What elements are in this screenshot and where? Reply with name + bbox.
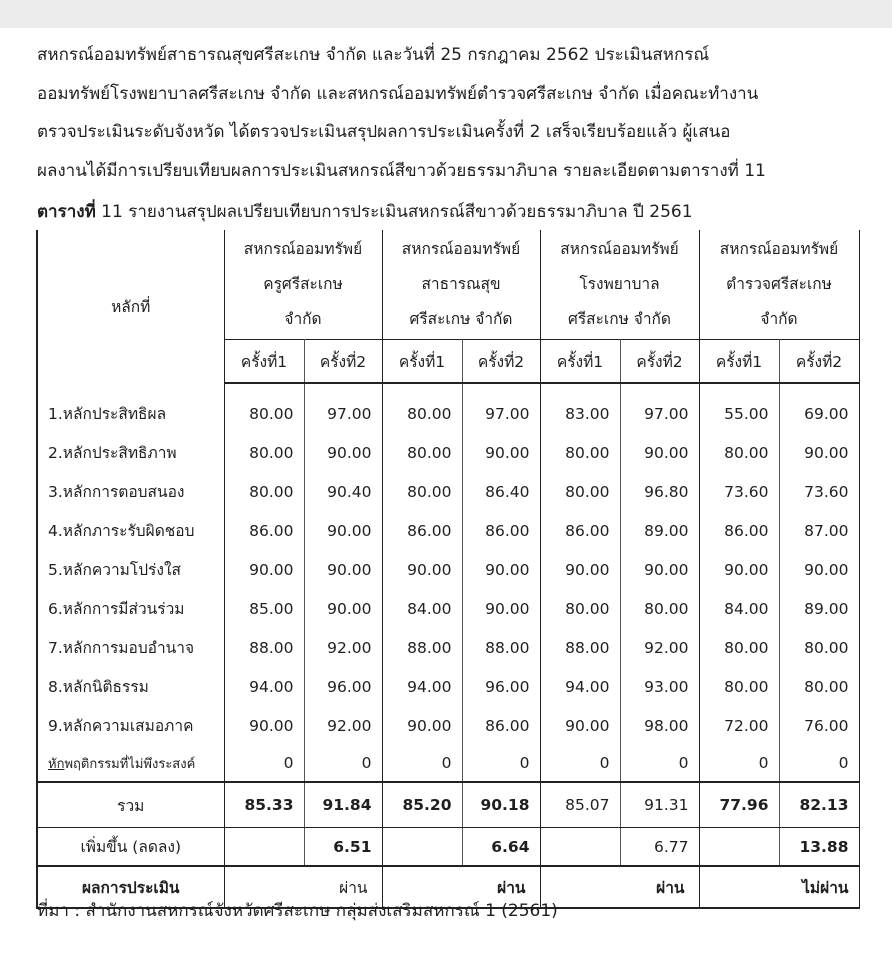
deduction-row xyxy=(37,745,859,782)
score-cell: 73.60 xyxy=(699,472,779,511)
score-cell: 80.00 xyxy=(224,433,304,472)
score-cell: 96.80 xyxy=(620,472,699,511)
score-cell: 94.00 xyxy=(224,667,304,706)
criterion-label: 8.หลักนิติธรรม xyxy=(37,667,224,706)
score-cell: 80.00 xyxy=(382,472,462,511)
total-cell: 82.13 xyxy=(779,782,859,828)
criterion-label: 5.หลักความโปร่งใส xyxy=(37,550,224,589)
score-cell: 96.00 xyxy=(462,667,540,706)
round-header: ครั้งที่2 xyxy=(620,340,699,384)
score-cell: 80.00 xyxy=(779,628,859,667)
group-header xyxy=(699,230,859,340)
result-cell: ผ่าน xyxy=(224,866,382,908)
score-cell: 90.00 xyxy=(462,550,540,589)
table-row xyxy=(37,589,859,628)
score-cell: 90.00 xyxy=(620,433,699,472)
score-cell: 97.00 xyxy=(304,383,382,433)
score-cell: 94.00 xyxy=(540,667,620,706)
caption-label: ตารางที่ xyxy=(37,202,96,222)
score-cell: 90.00 xyxy=(540,550,620,589)
score-cell: 86.00 xyxy=(699,511,779,550)
deduction-cell: 0 xyxy=(224,745,304,782)
round-header: ครั้งที่1 xyxy=(540,340,620,384)
increase-cell xyxy=(540,828,620,867)
criterion-label: 1.หลักประสิทธิผล xyxy=(37,383,224,433)
caption-text: 11 รายงานสรุปผลเปรียบเทียบการประเมินสหกรณ์สีขาวด้วยธรรมาภิบาล ปี 2561 xyxy=(95,202,693,222)
score-cell: 80.00 xyxy=(382,433,462,472)
group-header-line: จำกัด xyxy=(284,310,322,328)
group-header-line: ศรีสะเกษ จำกัด xyxy=(409,310,513,328)
group-header-line: สหกรณ์ออมทรัพย์ xyxy=(243,240,363,258)
table-row xyxy=(37,706,859,745)
table-row xyxy=(37,433,859,472)
score-cell: 94.00 xyxy=(382,667,462,706)
deduction-cell: 0 xyxy=(620,745,699,782)
deduction-cell: 0 xyxy=(304,745,382,782)
paragraph-line: สหกรณ์ออมทรัพย์สาธารณสุขศรีสะเกษ จำกัด และวันที่ 25 กรกฎาคม 2562 ประเมินสหกรณ์ xyxy=(37,45,710,65)
score-cell: 90.00 xyxy=(540,706,620,745)
score-cell: 89.00 xyxy=(779,589,859,628)
score-cell: 80.00 xyxy=(699,433,779,472)
deduction-cell: 0 xyxy=(779,745,859,782)
score-cell: 92.00 xyxy=(304,628,382,667)
total-cell: 91.31 xyxy=(620,782,699,828)
score-cell: 90.00 xyxy=(224,550,304,589)
total-cell: 85.33 xyxy=(224,782,304,828)
deduction-prefix: หัก xyxy=(48,756,65,772)
score-cell: 80.00 xyxy=(779,667,859,706)
score-cell: 90.00 xyxy=(620,550,699,589)
group-header-line: ครูศรีสะเกษ xyxy=(263,275,343,293)
table-row xyxy=(37,667,859,706)
total-cell: 90.18 xyxy=(462,782,540,828)
table-body xyxy=(37,383,859,782)
score-cell: 96.00 xyxy=(304,667,382,706)
score-cell: 88.00 xyxy=(224,628,304,667)
score-cell: 90.00 xyxy=(304,589,382,628)
group-header-line: ศรีสะเกษ จำกัด xyxy=(567,310,671,328)
table-row xyxy=(37,628,859,667)
criterion-label: 7.หลักการมอบอำนาจ xyxy=(37,628,224,667)
total-cell: 91.84 xyxy=(304,782,382,828)
round-header: ครั้งที่2 xyxy=(304,340,382,384)
score-cell: 85.00 xyxy=(224,589,304,628)
comparison-table xyxy=(36,230,860,909)
score-cell: 86.00 xyxy=(224,511,304,550)
source-note: ที่มา : สำนักงานสหกรณ์จังหวัดศรีสะเกษ กลุ่มส่งเสริมสหกรณ์ 1 (2561) xyxy=(37,901,558,921)
score-cell: 80.00 xyxy=(224,472,304,511)
score-cell: 80.00 xyxy=(540,472,620,511)
table-caption xyxy=(37,197,693,227)
deduction-label xyxy=(37,745,224,782)
score-cell: 92.00 xyxy=(304,706,382,745)
table-row xyxy=(37,383,859,433)
round-header: ครั้งที่1 xyxy=(224,340,304,384)
table-row xyxy=(37,472,859,511)
table-row xyxy=(37,550,859,589)
round-header: ครั้งที่1 xyxy=(382,340,462,384)
score-cell: 90.00 xyxy=(779,433,859,472)
score-cell: 93.00 xyxy=(620,667,699,706)
score-cell: 90.00 xyxy=(382,706,462,745)
score-cell: 86.00 xyxy=(382,511,462,550)
score-cell: 86.00 xyxy=(462,706,540,745)
score-cell: 90.00 xyxy=(304,433,382,472)
increase-cell: 6.64 xyxy=(462,828,540,867)
round-header: ครั้งที่2 xyxy=(779,340,859,384)
increase-label: เพิ่มขึ้น (ลดลง) xyxy=(37,828,224,867)
score-cell: 80.00 xyxy=(224,383,304,433)
score-cell: 90.40 xyxy=(304,472,382,511)
criterion-label: 4.หลักภาระรับผิดชอบ xyxy=(37,511,224,550)
score-cell: 73.60 xyxy=(779,472,859,511)
score-cell: 98.00 xyxy=(620,706,699,745)
paragraph-line: ผลงานได้มีการเปรียบเทียบผลการประเมินสหกรณ์สีขาวด้วยธรรมาภิบาล รายละเอียดตามตารางที่ 11 xyxy=(37,160,766,181)
increase-cell xyxy=(699,828,779,867)
paragraph-line: ตรวจประเมินระดับจังหวัด ได้ตรวจประเมินสรุปผลการประเมินครั้งที่ 2 เสร็จเรียบร้อยแล้ว ผู้เสนอ xyxy=(37,122,731,142)
increase-cell: 6.51 xyxy=(304,828,382,867)
increase-cell xyxy=(224,828,304,867)
round-header: ครั้งที่2 xyxy=(462,340,540,384)
score-cell: 90.00 xyxy=(462,589,540,628)
score-cell: 97.00 xyxy=(462,383,540,433)
score-cell: 90.00 xyxy=(304,550,382,589)
score-cell: 84.00 xyxy=(382,589,462,628)
score-cell: 88.00 xyxy=(540,628,620,667)
criterion-label: 3.หลักการตอบสนอง xyxy=(37,472,224,511)
deduction-cell: 0 xyxy=(540,745,620,782)
score-cell: 80.00 xyxy=(699,667,779,706)
score-cell: 80.00 xyxy=(540,433,620,472)
group-header xyxy=(224,230,382,340)
score-cell: 55.00 xyxy=(699,383,779,433)
criterion-label: 2.หลักประสิทธิภาพ xyxy=(37,433,224,472)
deduction-cell: 0 xyxy=(462,745,540,782)
score-cell: 76.00 xyxy=(779,706,859,745)
score-cell: 90.00 xyxy=(779,550,859,589)
score-cell: 83.00 xyxy=(540,383,620,433)
score-cell: 86.00 xyxy=(540,511,620,550)
criterion-label: 9.หลักความเสมอภาค xyxy=(37,706,224,745)
total-label: รวม xyxy=(37,782,224,828)
paragraph-line: ออมทรัพย์โรงพยาบาลศรีสะเกษ จำกัด และสหกรณ์ออมทรัพย์ตำรวจศรีสะเกษ จำกัด เมื่อคณะทำงาน xyxy=(37,83,759,104)
score-cell: 88.00 xyxy=(462,628,540,667)
score-cell: 87.00 xyxy=(779,511,859,550)
increase-cell: 13.88 xyxy=(779,828,859,867)
group-header-line: จำกัด xyxy=(760,310,798,328)
table-row xyxy=(37,511,859,550)
group-header-row xyxy=(37,230,859,340)
score-cell: 90.00 xyxy=(699,550,779,589)
result-label: ผลการประเมิน xyxy=(37,866,224,908)
group-header xyxy=(382,230,540,340)
score-cell: 92.00 xyxy=(620,628,699,667)
group-header-line: สหกรณ์ออมทรัพย์ xyxy=(401,240,521,258)
group-header-line: โรงพยาบาล xyxy=(579,275,660,293)
deduction-cell: 0 xyxy=(382,745,462,782)
score-cell: 86.40 xyxy=(462,472,540,511)
score-cell: 88.00 xyxy=(382,628,462,667)
criterion-label: 6.หลักการมีส่วนร่วม xyxy=(37,589,224,628)
group-header-line: สาธารณสุข xyxy=(421,275,501,293)
round-header: ครั้งที่1 xyxy=(699,340,779,384)
score-cell: 90.00 xyxy=(462,433,540,472)
total-cell: 85.07 xyxy=(540,782,620,828)
label-header: หลักที่ xyxy=(37,230,224,383)
result-cell: ผ่าน xyxy=(382,866,540,908)
score-cell: 72.00 xyxy=(699,706,779,745)
deduction-cell: 0 xyxy=(699,745,779,782)
group-header-line: ตำรวจศรีสะเกษ xyxy=(726,275,832,293)
increase-cell: 6.77 xyxy=(620,828,699,867)
score-cell: 69.00 xyxy=(779,383,859,433)
score-cell: 80.00 xyxy=(382,383,462,433)
group-header-line: สหกรณ์ออมทรัพย์ xyxy=(719,240,839,258)
top-bar xyxy=(0,0,892,28)
score-cell: 90.00 xyxy=(382,550,462,589)
score-cell: 97.00 xyxy=(620,383,699,433)
total-cell: 85.20 xyxy=(382,782,462,828)
score-cell: 90.00 xyxy=(304,511,382,550)
deduction-text: พฤติกรรมที่ไม่พึงระสงค์ xyxy=(64,756,196,772)
result-cell: ผ่าน xyxy=(540,866,699,908)
score-cell: 80.00 xyxy=(620,589,699,628)
group-header-line: สหกรณ์ออมทรัพย์ xyxy=(560,240,679,258)
score-cell: 80.00 xyxy=(699,628,779,667)
score-cell: 89.00 xyxy=(620,511,699,550)
score-cell: 80.00 xyxy=(540,589,620,628)
total-row xyxy=(37,782,859,828)
body-paragraph xyxy=(37,36,867,190)
score-cell: 84.00 xyxy=(699,589,779,628)
score-cell: 90.00 xyxy=(224,706,304,745)
increase-row xyxy=(37,828,859,867)
score-cell: 86.00 xyxy=(462,511,540,550)
group-header xyxy=(540,230,699,340)
increase-cell xyxy=(382,828,462,867)
result-cell: ไม่ผ่าน xyxy=(699,866,859,908)
total-cell: 77.96 xyxy=(699,782,779,828)
